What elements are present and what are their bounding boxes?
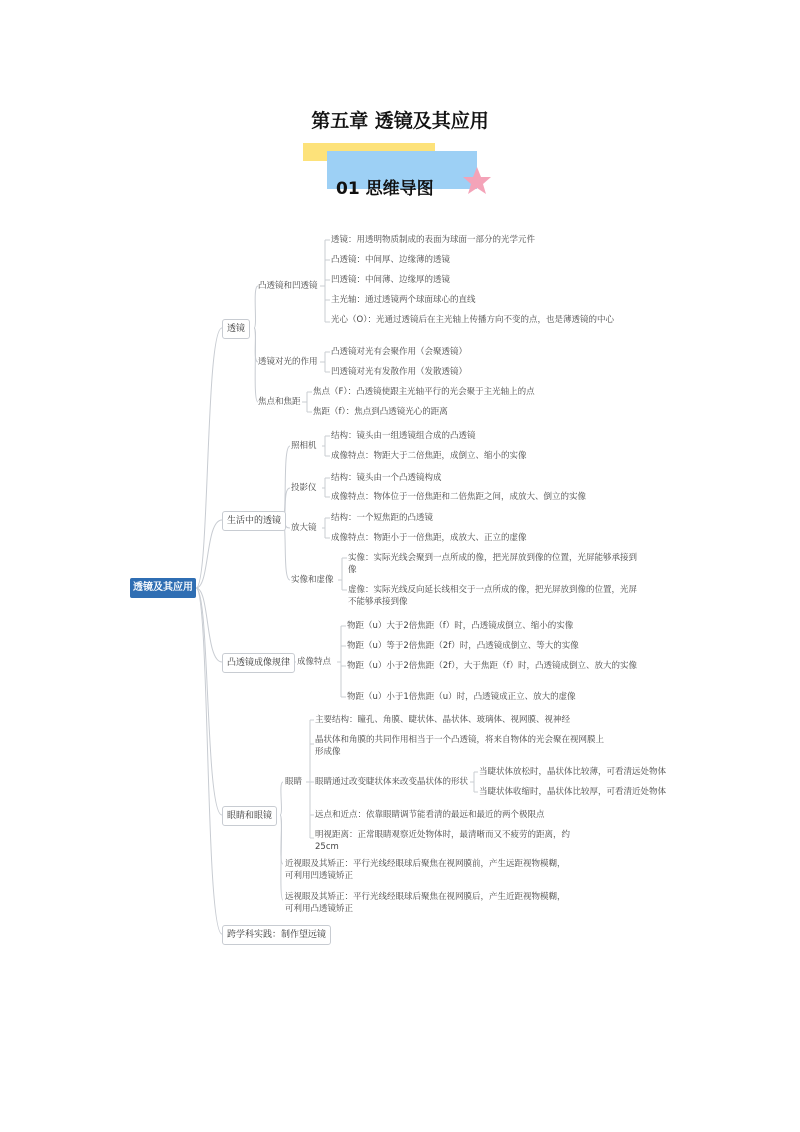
leaf-optical-center: 光心（O）：光通过透镜后在主光轴上传播方向不变的点，也是薄透镜的中心 <box>331 315 614 325</box>
node-camera[interactable]: 照相机 <box>291 441 317 451</box>
branch-telescope-practice[interactable]: 跨学科实践：制作望远镜 <box>222 925 331 945</box>
leaf-far-near-point: 远点和近点：依靠眼睛调节能看清的最远和最近的两个极限点 <box>315 810 545 820</box>
leaf-concave-effect: 凹透镜对光有发散作用（发散透镜） <box>331 367 468 377</box>
leaf-camera-structure: 结构：镜头由一组透镜组合成的凸透镜 <box>331 431 476 441</box>
leaf-magnifier-structure: 结构：一个短焦距的凸透镜 <box>331 513 434 523</box>
node-eye[interactable]: 眼睛 <box>285 777 303 787</box>
leaf-eye-structure: 主要结构：瞳孔、角膜、睫状体、晶状体、玻璃体、视网膜、视神经 <box>315 715 571 725</box>
leaf-convex-def: 凸透镜：中间厚、边缘薄的透镜 <box>331 255 451 265</box>
branch-lens[interactable]: 透镜 <box>222 319 250 339</box>
branch-eye-glasses[interactable]: 眼睛和眼镜 <box>222 806 277 826</box>
node-myopia[interactable]: 近视眼及其矫正：平行光线经眼球后聚焦在视网膜前，产生远距视物模糊，可利用凹透镜矫正 <box>285 859 566 881</box>
section-subtitle: 01 思维导图 <box>336 179 434 199</box>
leaf-real-image: 实像：实际光线会聚到一点所成的像，把光屏放到像的位置，光屏能够承接到像 <box>348 553 638 575</box>
leaf-concave-def: 凹透镜：中间薄、边缘厚的透镜 <box>331 275 451 285</box>
leaf-lens-def: 透镜：用透明物质制成的表面为球面一部分的光学元件 <box>331 235 536 245</box>
leaf-focal-length: 焦距（f）：焦点到凸透镜光心的距离 <box>313 407 448 417</box>
leaf-camera-image: 成像特点：物距大于二倍焦距，成倒立、缩小的实像 <box>331 451 527 461</box>
node-lens-effect[interactable]: 透镜对光的作用 <box>258 357 318 367</box>
node-focus[interactable]: 焦点和焦距 <box>258 397 301 407</box>
leaf-virtual-image: 虚像：实际光线反向延长线相交于一点所成的像，把光屏放到像的位置，光屏不能够承接到像 <box>348 585 638 607</box>
node-projector[interactable]: 投影仪 <box>291 483 317 493</box>
leaf-contracted: 当睫状体收缩时，晶状体比较厚，可看清近处物体 <box>479 787 667 797</box>
leaf-projector-image: 成像特点：物体位于一倍焦距和二倍焦距之间，成放大、倒立的实像 <box>331 492 587 502</box>
node-hyperopia[interactable]: 远视眼及其矫正：平行光线经眼球后聚焦在视网膜后，产生近距视物模糊，可利用凸透镜矫正 <box>285 892 566 914</box>
node-magnifier[interactable]: 放大镜 <box>291 523 317 533</box>
leaf-eye-lens: 晶状体和角膜的共同作用相当于一个凸透镜，将来自物体的光会聚在视网膜上形成像 <box>315 735 605 757</box>
node-real-virtual[interactable]: 实像和虚像 <box>291 575 334 585</box>
leaf-magnifier-image: 成像特点：物距小于一倍焦距，成放大、正立的虚像 <box>331 533 527 543</box>
leaf-focus-point: 焦点（F）：凸透镜使跟主光轴平行的光会聚于主光轴上的点 <box>313 387 535 397</box>
leaf-rule-1: 物距（u）大于2倍焦距（f）时，凸透镜成倒立、缩小的实像 <box>347 621 574 631</box>
leaf-clear-vision: 明视距离：正常眼睛观察近处物体时，最清晰而又不疲劳的距离，约25cm <box>315 830 571 852</box>
branch-imaging-rules[interactable]: 凸透镜成像规律 <box>222 653 295 673</box>
leaf-rule-3: 物距（u）小于2倍焦距（2f），大于焦距（f）时，凸透镜成倒立、放大的实像 <box>347 661 637 671</box>
leaf-eye-adjust: 眼睛通过改变睫状体来改变晶状体的形状 <box>315 777 469 787</box>
leaf-convex-effect: 凸透镜对光有会聚作用（会聚透镜） <box>331 347 468 357</box>
page-title: 第五章 透镜及其应用 <box>311 110 489 132</box>
node-imaging-features[interactable]: 成像特点 <box>297 657 332 667</box>
node-convex-concave[interactable]: 凸透镜和凹透镜 <box>258 281 318 291</box>
branch-lens-in-life[interactable]: 生活中的透镜 <box>222 511 286 531</box>
leaf-rule-2: 物距（u）等于2倍焦距（2f）时，凸透镜成倒立、等大的实像 <box>347 641 579 651</box>
leaf-relaxed: 当睫状体放松时，晶状体比较薄，可看清远处物体 <box>479 767 667 777</box>
leaf-rule-4: 物距（u）小于1倍焦距（u）时，凸透镜成正立、放大的虚像 <box>347 692 576 702</box>
leaf-main-axis: 主光轴：通过透镜两个球面球心的直线 <box>331 295 476 305</box>
root-node[interactable]: 透镜及其应用 <box>130 578 196 598</box>
leaf-projector-structure: 结构：镜头由一个凸透镜构成 <box>331 473 442 483</box>
